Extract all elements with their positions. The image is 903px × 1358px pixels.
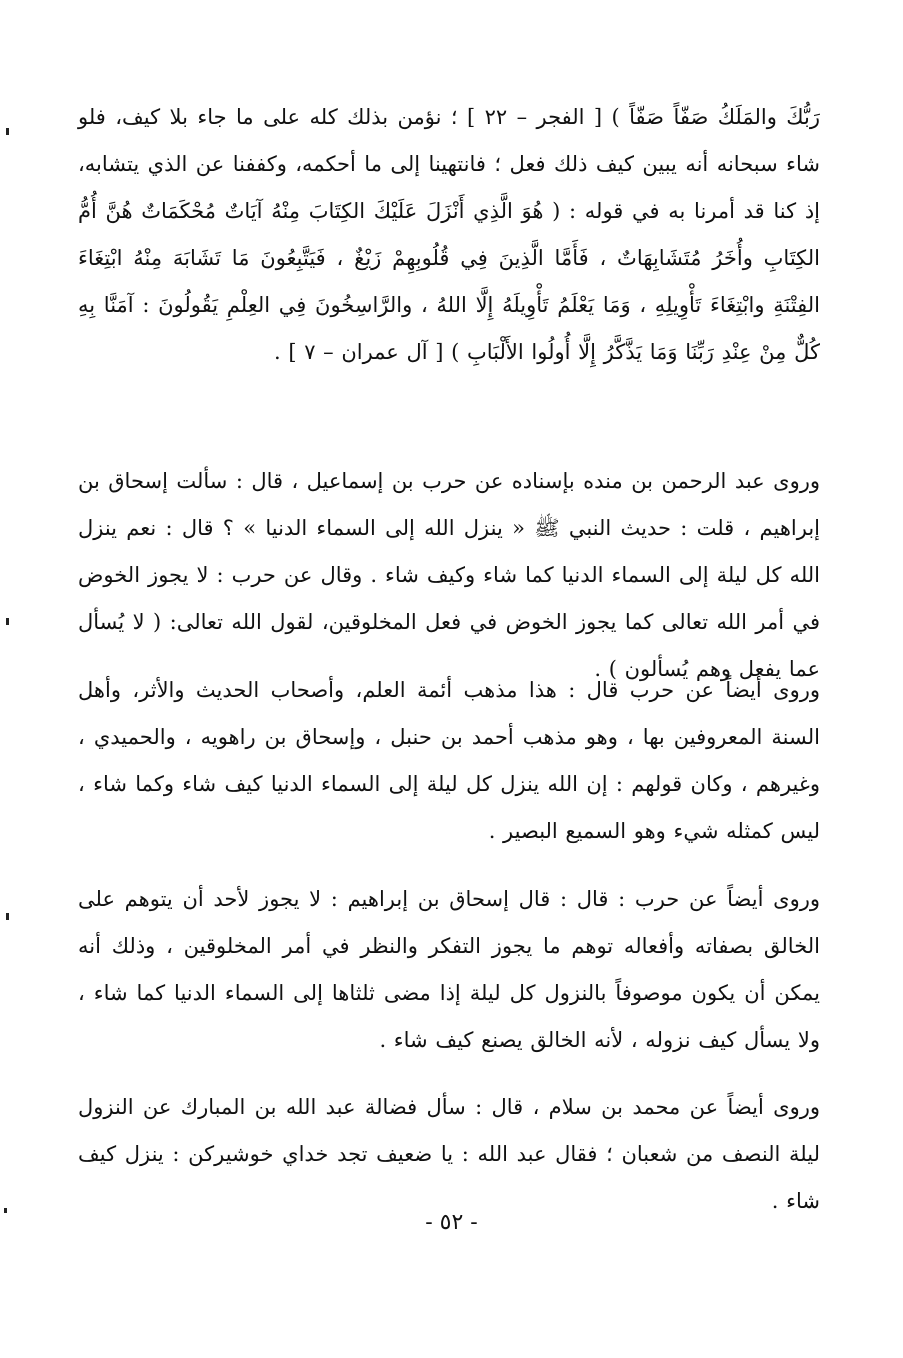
margin-scan-mark [6,128,9,135]
paragraph-ishaq-narration [78,876,820,1064]
margin-scan-mark [6,913,9,920]
paragraph-text: وروى أيضاً عن حرب قال : هذا مذهب أئمة العلم، وأصحاب الحديث والأثر، وأهل السنة المعروفين بها ، وهو مذهب أحمد بن حنبل ، وإسحاق بن راهويه ، والحميدي ، وغيرهم ، وكان قولهم : إن الله ينزل كل ليلة إلى السماء الدنيا كيف شاء وكما شاء ، ليس كمثله شيء وهو السميع البصير . [78,678,820,843]
paragraph-ibn-mubarak-narration [78,1084,820,1225]
paragraph-harb-madhhab [78,667,820,855]
paragraph-text: وروى أيضاً عن محمد بن سلام ، قال : سأل فضالة عبد الله بن المبارك عن النزول ليلة النصف من شعبان ؛ فقال عبد الله : يا ضعيف تجد خداي خوشيركن : ينزل كيف شاء . [78,1095,820,1213]
paragraph-text: وروى عبد الرحمن بن منده بإسناده عن حرب بن إسماعيل ، قال : سألت إسحاق بن إبراهيم ، قلت : حديث النبي ﷺ « ينزل الله إلى السماء الدنيا » ؟ قال : نعم ينزل الله كل ليلة إلى السماء الدنيا كما شاء وكيف شاء . وقال عن حرب : لا يجوز الخوض في أمر الله تعالى كما يجوز الخوض في فعل المخلوقين، لقول الله تعالى: ( لا يُسأل عما يفعل وهم يُسألون ) . [78,469,820,681]
margin-scan-mark [6,618,9,625]
margin-scan-mark [4,1208,7,1213]
paragraph-text: وروى أيضاً عن حرب : قال : قال إسحاق بن إبراهيم : لا يجوز لأحد أن يتوهم على الخالق بصفاته وأفعاله توهم ما يجوز التفكر والنظر في أمر المخلوقين ، وذلك أنه يمكن أن يكون موصوفاً بالنزول كل ليلة إذا مضى ثلثاها إلى السماء الدنيا كما شاء ، ولا يسأل كيف نزوله ، لأنه الخالق يصنع كيف شاء . [78,887,820,1052]
paragraph-text: رَبُّكَ والمَلَكُ صَفّاً صَفّاً ) [ الفجر – ٢٢ ] ؛ نؤمن بذلك كله على ما جاء بلا كيف، فلو شاء سبحانه أنه يبين كيف ذلك فعل ؛ فانتهينا إلى ما أحكمه، وكففنا عن الذي يتشابه، إذ كنا قد أمرنا به في قوله : ( هُوَ الَّذِي أَنْزَلَ عَلَيْكَ الكِتَابَ مِنْهُ آيَاتٌ مُحْكَمَاتٌ هُنَّ أُمُّ الكِتَابِ وأُخَرُ مُتَشَابِهَاتٌ ، فَأَمَّا الَّذِينَ فِي قُلُوبِهِمْ زَيْغٌ ، فَيَتَّبِعُونَ مَا تَشَابَهَ مِنْهُ ابْتِغَاءَ الفِتْنَةِ وابْتِغَاءَ تَأْوِيلِهِ ، وَمَا يَعْلَمُ تَأْوِيلَهُ إِلَّا اللهُ ، والرَّاسِخُونَ فِي العِلْمِ يَقُولُونَ : آمَنَّا بِهِ كُلٌّ مِنْ عِنْدِ رَبِّنَا وَمَا يَذَّكَّرُ إِلَّا أُولُوا الأَلْبَابِ ) [ آل عمران – ٧ ] . [78,105,821,364]
paragraph-ibn-mandah-narration [78,458,820,693]
paragraph-quran-verse [78,94,820,376]
page-number: - ٥٢ - [425,1210,478,1235]
